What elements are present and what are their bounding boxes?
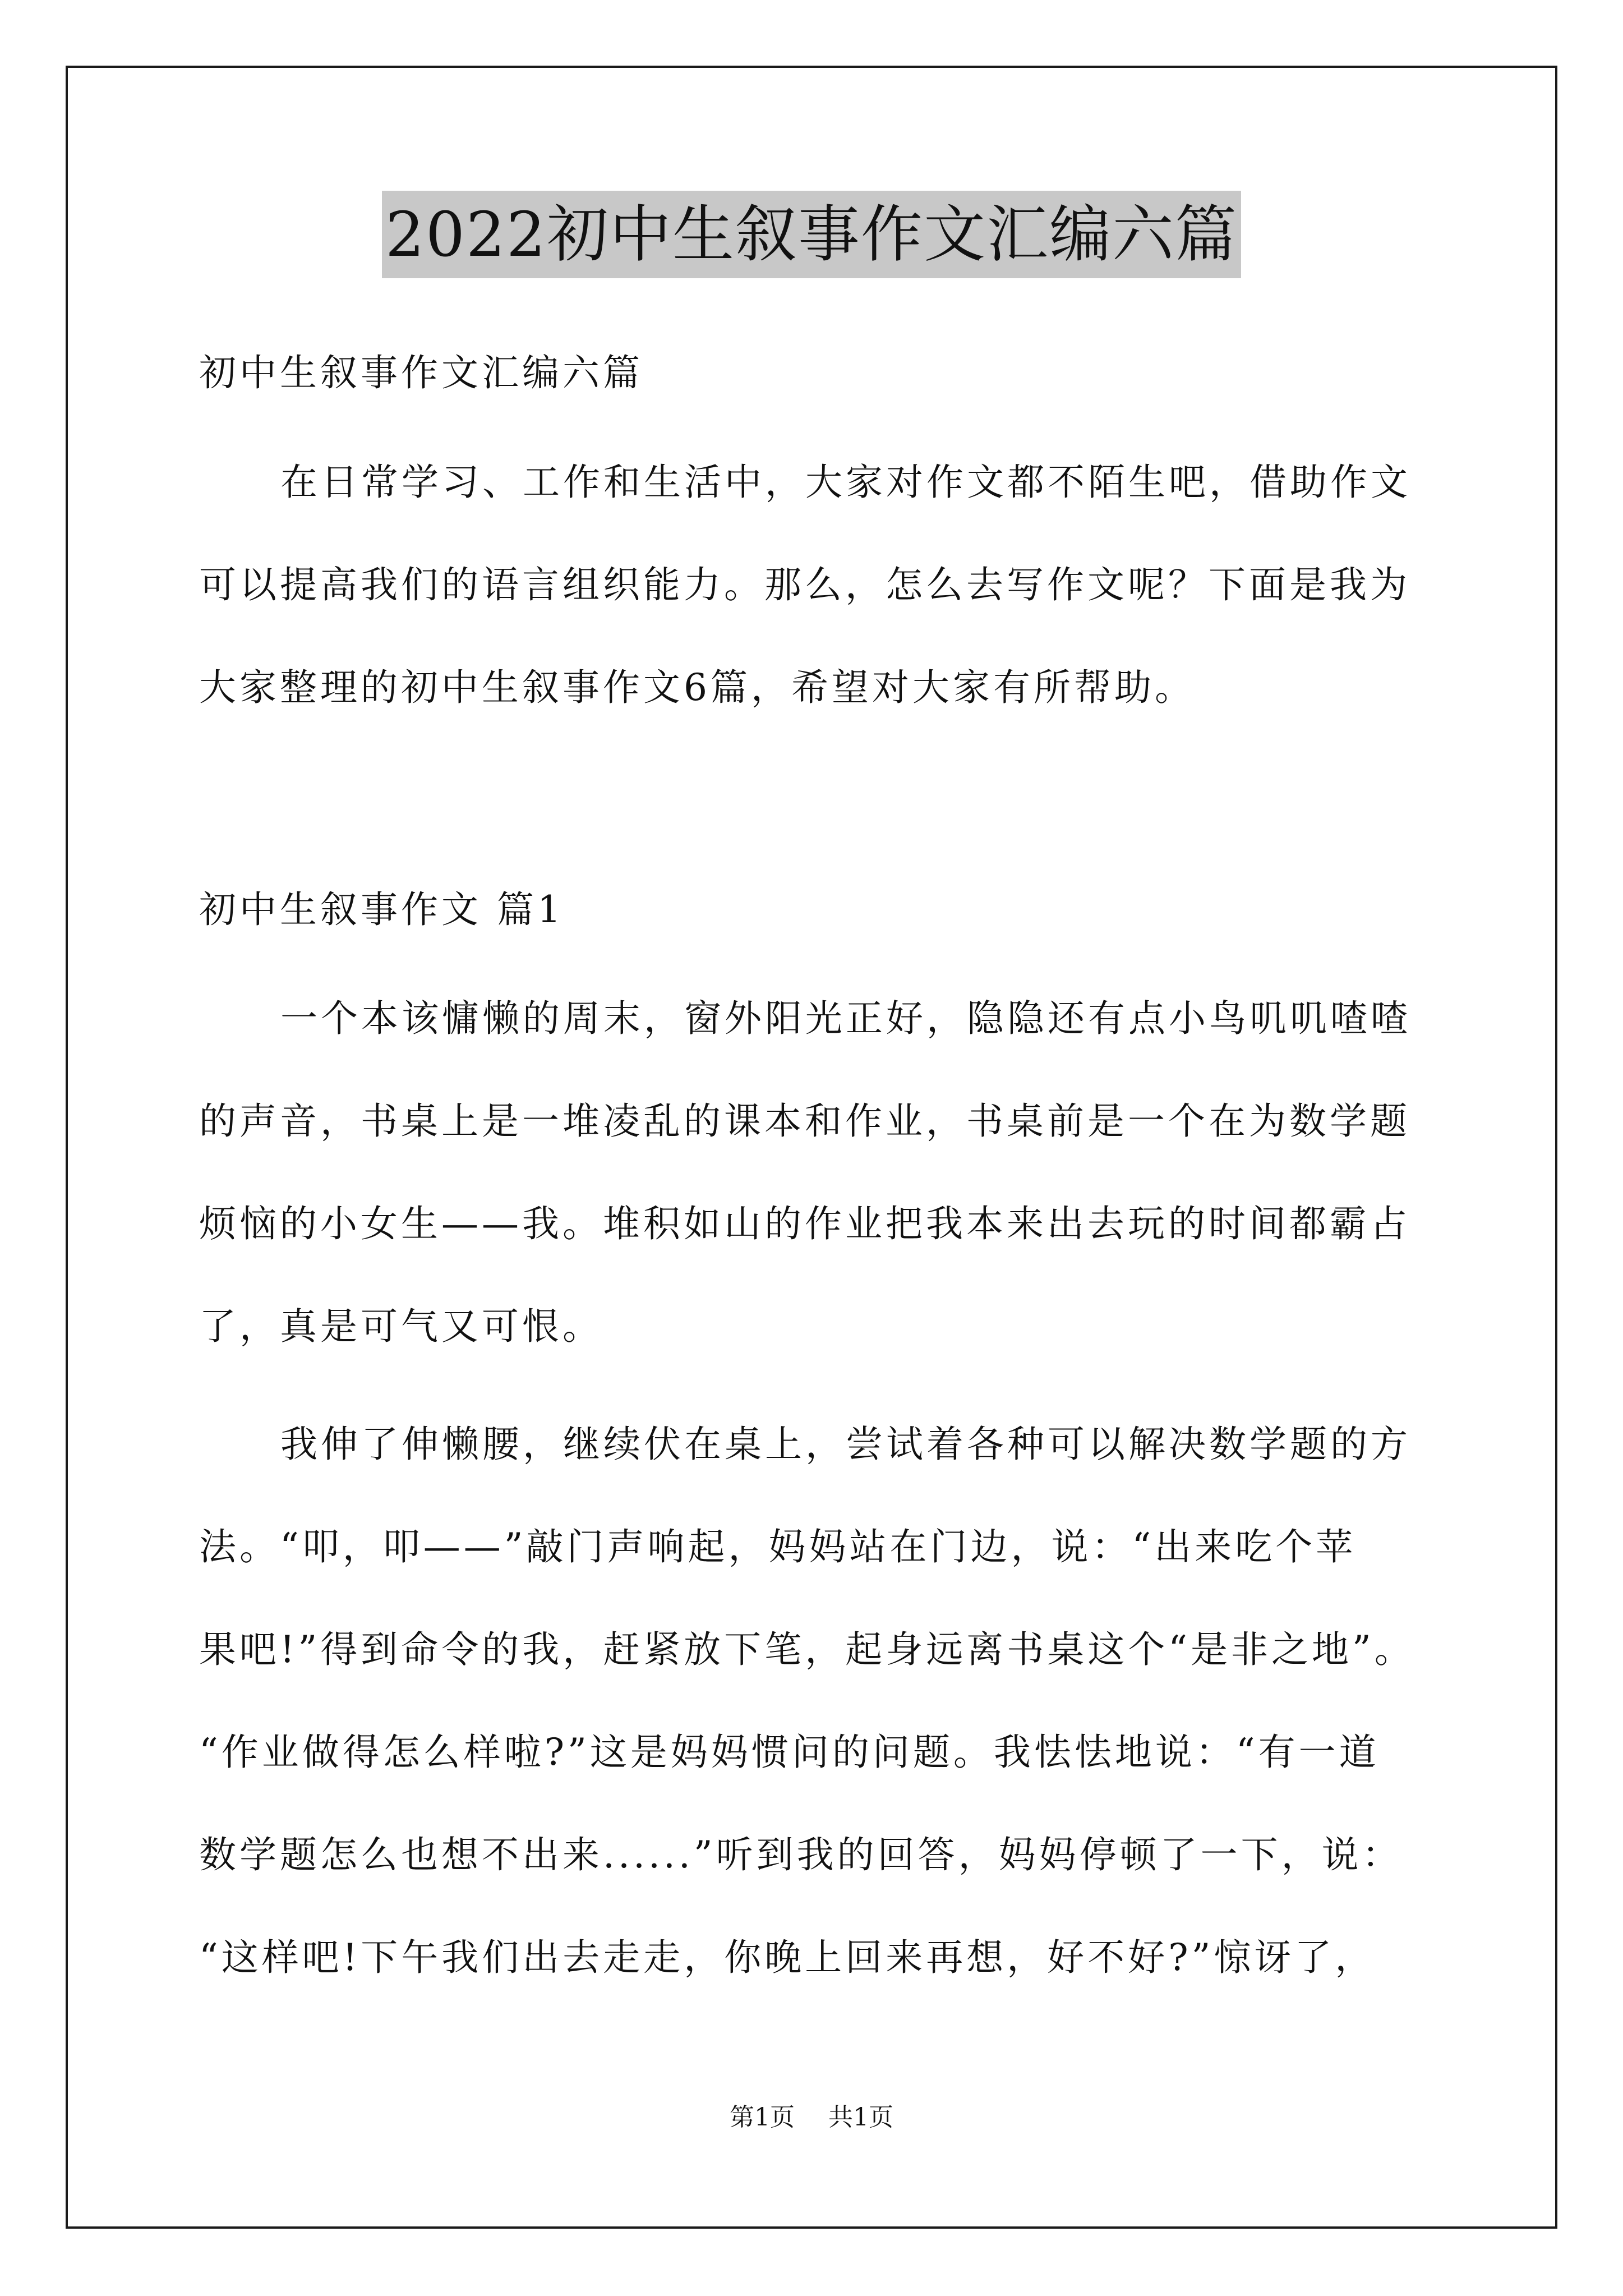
subtitle: 初中生叙事作文汇编六篇 [199, 351, 643, 394]
intro-line: 大家整理的初中生叙事作文6篇，希望对大家有所帮助。 [199, 666, 1195, 709]
paragraph-line: 了，真是可气又可恨。 [199, 1305, 603, 1348]
paragraph-line: 法。“叩，叩——”敲门声响起，妈妈站在门边，说：“出来吃个苹 [199, 1525, 1357, 1568]
paragraph-line: 数学题怎么也想不出来......”听到我的回答，妈妈停顿了一下，说： [199, 1833, 1403, 1876]
section-heading: 初中生叙事作文 篇1 [199, 888, 564, 931]
intro-line: 可以提高我们的语言组织能力。那么，怎么去写作文呢？下面是我为 [199, 563, 1410, 606]
document-title: 2022初中生叙事作文汇编六篇 [382, 191, 1241, 278]
paragraph-line: 烦恼的小女生——我。堆积如山的作业把我本来出去玩的时间都霸占 [199, 1202, 1410, 1245]
intro-line: 在日常学习、工作和生活中，大家对作文都不陌生吧，借助作文 [280, 461, 1411, 504]
title-container [0, 191, 1623, 278]
paragraph-line: 我伸了伸懒腰，继续伏在桌上，尝试着各种可以解决数学题的方 [280, 1423, 1411, 1466]
paragraph-line: “作业做得怎么样啦?”这是妈妈惯问的问题。我怯怯地说：“有一道 [199, 1731, 1380, 1774]
paragraph-line: 果吧!”得到命令的我，赶紧放下笔，起身远离书桌这个“是非之地”。 [199, 1628, 1415, 1671]
paragraph-line: 一个本该慵懒的周末，窗外阳光正好，隐隐还有点小鸟叽叽喳喳 [280, 997, 1411, 1040]
paragraph-line: “这样吧!下午我们出去走走，你晚上回来再想，好不好?”惊讶了， [199, 1936, 1376, 1979]
page-total: 共1页 [828, 2103, 893, 2132]
page-number: 第1页 [730, 2103, 795, 2132]
paragraph-line: 的声音，书桌上是一堆凌乱的课本和作业，书桌前是一个在为数学题 [199, 1099, 1410, 1143]
page-footer [0, 2101, 1623, 2134]
